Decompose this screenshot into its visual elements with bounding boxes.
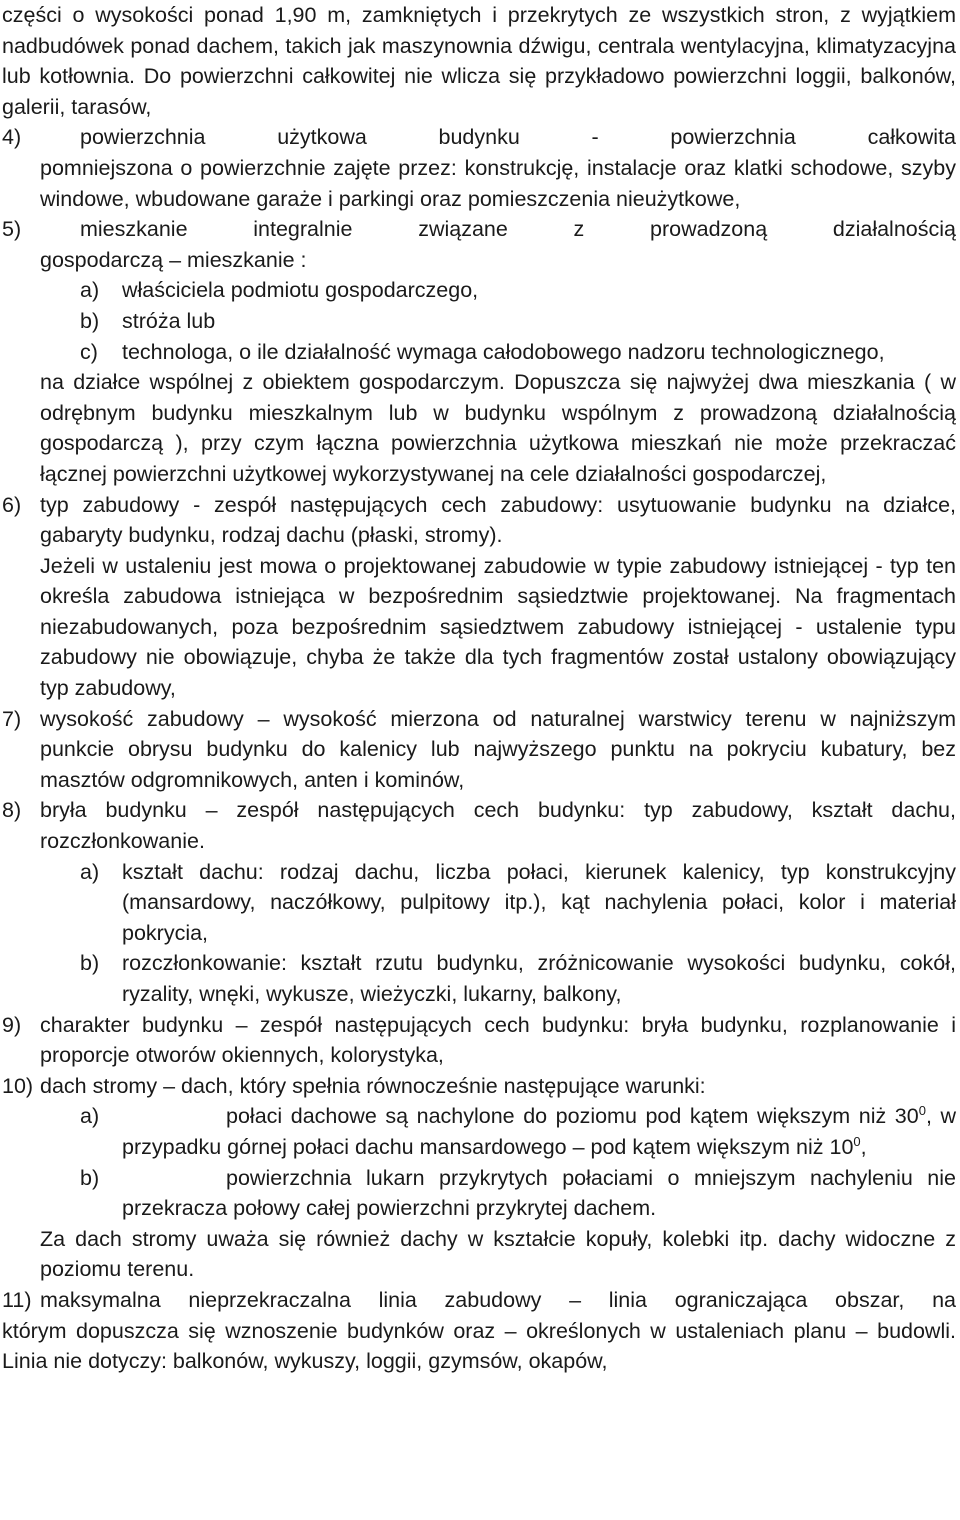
item-5a	[2, 275, 956, 306]
item-10b-number: b)	[80, 1165, 100, 1190]
item-5	[2, 214, 956, 489]
item-10a-number: a)	[80, 1104, 100, 1129]
item-8	[2, 795, 956, 1009]
degree-superscript-2: 0	[853, 1133, 861, 1149]
paragraph-intro: części o wysokości ponad 1,90 m, zamkniętych i przekrytych ze wszystkich stron, z wyjątkiem nadbudówek ponad dachem, takich jak maszynownia dźwigu, centrala wentylacyjna, klimatyzacyjna lub kotłownia. Do powierzchni całkowitej nie wlicza się przykładowo powierzchni loggii, balkonów, galerii, tarasów,	[2, 3, 956, 119]
item-5c-number: c)	[80, 339, 98, 364]
item-10a-part-3: ,	[860, 1134, 867, 1159]
item-8-text: bryła budynku – zespół następujących cech budynku: typ zabudowy, kształt dachu, rozczłonkowanie.	[40, 798, 956, 854]
item-10a-part-2: , w przypadku górnej połaci dachu mansardowego – pod kątem większym niż 10	[122, 1104, 956, 1159]
item-4-first-line: powierzchnia użytkowa budynku - powierzchnia całkowita	[80, 125, 956, 150]
item-5c	[2, 337, 956, 368]
item-5-number: 5)	[2, 217, 22, 242]
item-8b-text: rozczłonkowanie: kształt rzutu budynku, zróżnicowanie wysokości budynku, cokół, ryzality, wnęki, wykusze, wieżyczki, lukarny, balkony,	[122, 951, 956, 1006]
item-8b-number: b)	[80, 951, 100, 976]
item-7-number: 7)	[2, 706, 22, 731]
degree-superscript-1: 0	[918, 1103, 926, 1119]
item-5a-number: a)	[80, 278, 100, 303]
item-10-number: 10)	[2, 1073, 34, 1098]
item-5c-text: technologa, o ile działalność wymaga całodobowego nadzoru technologicznego,	[122, 339, 885, 364]
item-5b	[2, 306, 956, 337]
item-5-first-line: mieszkanie integralnie związane z prowadzoną działalnością	[80, 217, 956, 242]
item-10b	[2, 1163, 956, 1224]
item-6-number: 6)	[2, 492, 22, 517]
item-10b-text: powierzchnia lukarn przykrytych połaciami o mniejszym nachyleniu nie przekracza połowy całej powierzchni przykrytej dachem.	[122, 1165, 956, 1221]
item-8a	[2, 857, 956, 949]
item-10a	[2, 1101, 956, 1162]
item-5-tail: na działce wspólnej z obiektem gospodarczym. Dopuszcza się najwyżej dwa mieszkania ( w odrębnym budynku mieszkalnym lub w budynku wspólnym z prowadzoną działalnością gospodarczą ), przy czym łączna powierzchnia użytkowa mieszkań nie może przekraczać łącznej powierzchni użytkowej wykorzystywanej na cele działalności gospodarczej,	[40, 370, 956, 486]
item-4-text: pomniejszona o powierzchnie zajęte przez: konstrukcję, instalacje oraz klatki schodowe, szyby windowe, wbudowane garaże i parkingi oraz pomieszczenia nieużytkowe,	[40, 155, 956, 211]
item-6-paragraph: Jeżeli w ustaleniu jest mowa o projektowanej zabudowie w typie zabudowy istniejącej - typ ten określa zabudowa istniejąca w bezpośrednim sąsiedztwie projektowanej. Na fragmentach niezabudowanych, poza bezpośrednim sąsiedztwem zabudowy istniejącej - ustalenie typu zabudowy nie obowiązuje, chyba że także dla tych fragmentów został ustalony obowiązujący typ zabudowy,	[40, 553, 956, 701]
item-4	[2, 122, 956, 214]
item-10-paragraph: Za dach stromy uważa się również dachy w kształcie kopuły, kolebki itp. dachy widoczne z poziomu terenu.	[40, 1226, 956, 1282]
item-10a-text	[122, 1101, 956, 1162]
item-8b	[2, 948, 956, 1009]
item-11-first-line: maksymalna nieprzekraczalna linia zabudowy – linia ograniczająca obszar, na	[40, 1287, 956, 1312]
item-5b-number: b)	[80, 308, 100, 333]
item-8a-text: kształt dachu: rodzaj dachu, liczba połaci, kierunek kalenicy, typ konstrukcyjny (mansardowy, naczółkowy, pulpitowy itp.), kąt nachylenia połaci, kolor i materiał pokrycia,	[122, 859, 956, 945]
item-11	[2, 1285, 956, 1377]
item-8-number: 8)	[2, 798, 22, 823]
item-9-number: 9)	[2, 1012, 22, 1037]
item-5a-text: właściciela podmiotu gospodarczego,	[122, 278, 479, 303]
item-9	[2, 1010, 956, 1071]
item-6-text: typ zabudowy - zespół następujących cech zabudowy: usytuowanie budynku na działce, gabaryty budynku, rodzaj dachu (płaski, stromy).	[40, 492, 956, 548]
item-5-text: gospodarczą – mieszkanie :	[40, 247, 307, 272]
item-8a-number: a)	[80, 859, 100, 884]
item-11-text: którym dopuszcza się wznoszenie budynków oraz – określonych w ustaleniach planu – budowli. Linia nie dotyczy: balkonów, wykuszy, loggii, gzymsów, okapów,	[2, 1318, 956, 1374]
item-6	[2, 490, 956, 704]
item-4-number: 4)	[2, 125, 22, 150]
item-7-text: wysokość zabudowy – wysokość mierzona od naturalnej warstwicy terenu w najniższym punkcie obrysu budynku do kalenicy lub najwyższego punktu na pokryciu kubatury, bez masztów odgromnikowych, anten i kominów,	[40, 706, 956, 792]
item-10-text: dach stromy – dach, który spełnia równocześnie następujące warunki:	[40, 1073, 706, 1098]
item-7	[2, 704, 956, 796]
item-5b-text: stróża lub	[122, 308, 216, 333]
item-11-number: 11)	[2, 1287, 32, 1312]
item-10	[2, 1071, 956, 1285]
item-10a-part-1: połaci dachowe są nachylone do poziomu pod kątem większym niż 30	[226, 1104, 919, 1129]
item-9-text: charakter budynku – zespół następujących cech budynku: bryła budynku, rozplanowanie i proporcje otworów okiennych, kolorystyka,	[40, 1012, 956, 1068]
